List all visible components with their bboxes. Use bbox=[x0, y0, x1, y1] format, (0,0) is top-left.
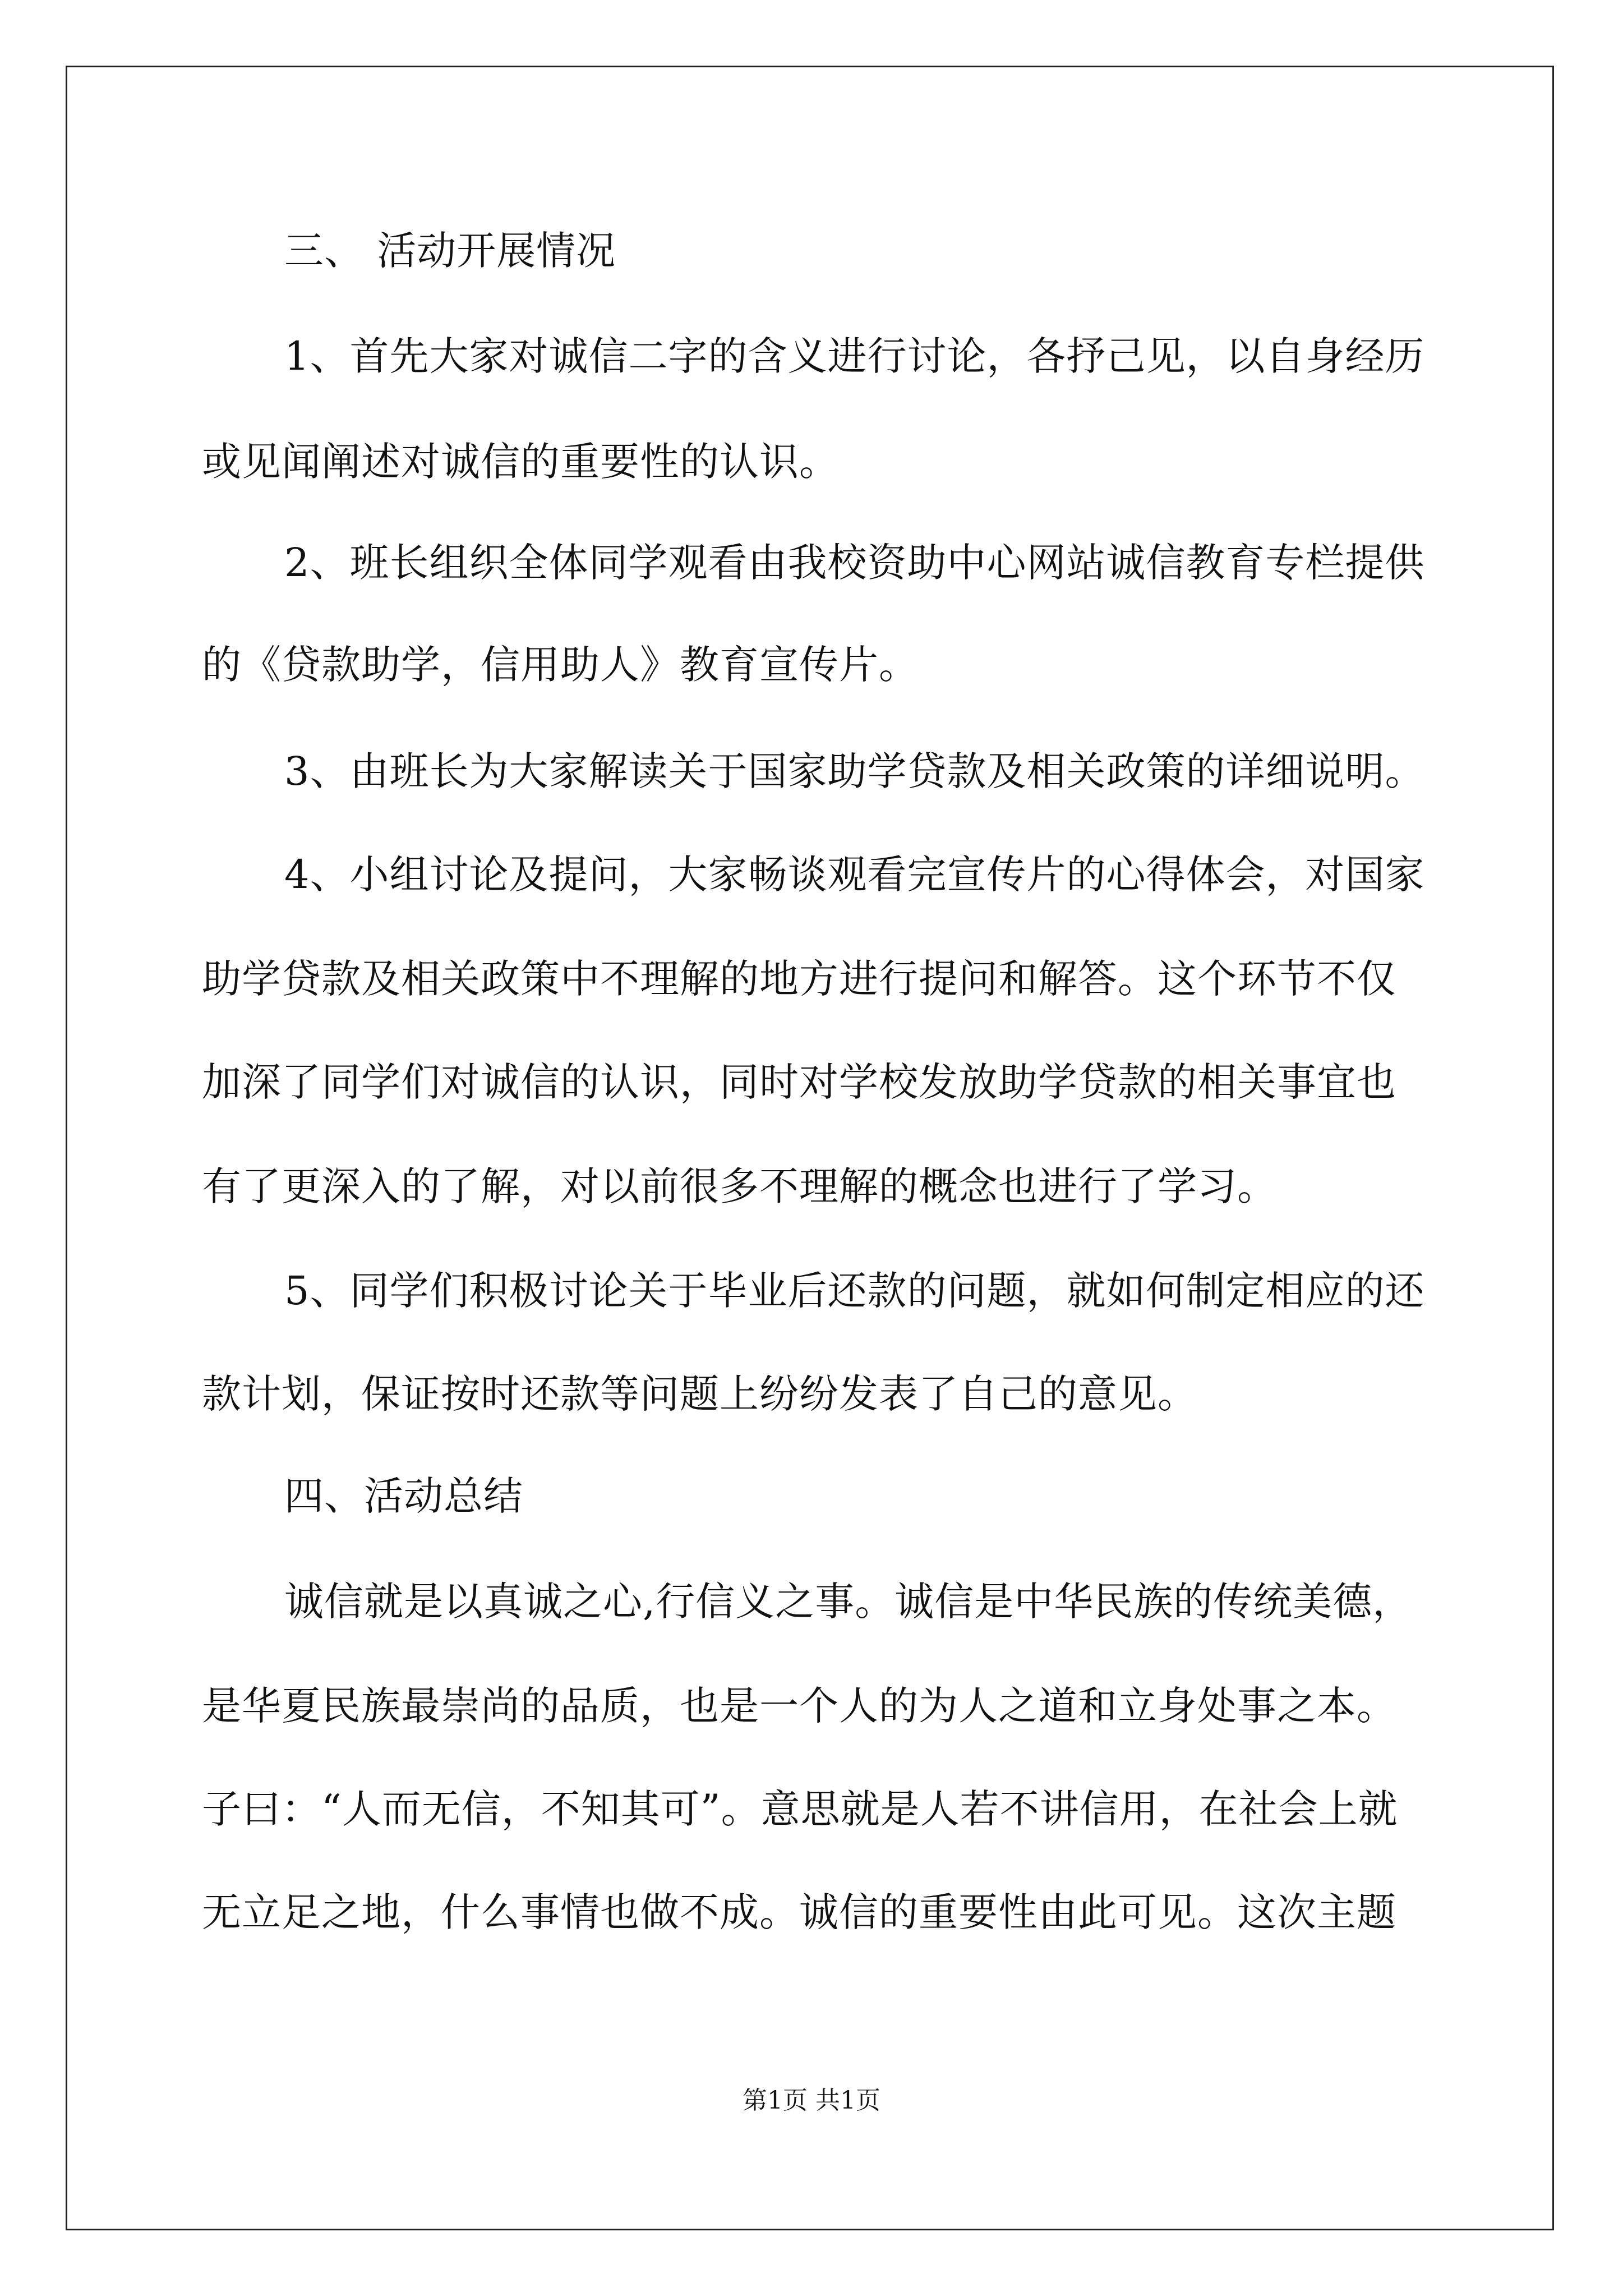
section-heading-activities: 三、 活动开展情况 bbox=[284, 228, 616, 274]
paragraph-line: 2、班长组织全体同学观看由我校资助中心网站诚信教育专栏提供 bbox=[284, 540, 1425, 586]
paragraph-line: 诚信就是以真诚之心,行信义之事。诚信是中华民族的传统美德， bbox=[284, 1579, 1413, 1625]
paragraph-line: 5、同学们积极讨论关于毕业后还款的问题，就如何制定相应的还 bbox=[284, 1268, 1425, 1314]
page-footer: 第1页 共1页 bbox=[743, 2086, 880, 2115]
paragraph-line: 的《贷款助学，信用助人》教育宣传片。 bbox=[202, 642, 919, 688]
section-heading-summary: 四、活动总结 bbox=[284, 1473, 523, 1519]
paragraph-line: 或见闻阐述对诚信的重要性的认识。 bbox=[202, 439, 839, 485]
paragraph-line: 有了更深入的了解，对以前很多不理解的概念也进行了学习。 bbox=[202, 1163, 1277, 1209]
paragraph-line: 1、首先大家对诚信二字的含义进行讨论，各抒己见，以自身经历 bbox=[284, 333, 1425, 379]
paragraph-line: 加深了同学们对诚信的认识，同时对学校发放助学贷款的相关事宜也 bbox=[202, 1059, 1396, 1105]
paragraph-line: 助学贷款及相关政策中不理解的地方进行提问和解答。这个环节不仅 bbox=[202, 956, 1396, 1002]
paragraph-line: 无立足之地，什么事情也做不成。诚信的重要性由此可见。这次主题 bbox=[202, 1889, 1396, 1935]
paragraph-line: 是华夏民族最崇尚的品质，也是一个人的为人之道和立身处事之本。 bbox=[202, 1683, 1396, 1729]
paragraph-line: 子曰：“人而无信，不知其可”。意思就是人若不讲信用，在社会上就 bbox=[202, 1786, 1398, 1832]
paragraph-line: 4、小组讨论及提问，大家畅谈观看完宣传片的心得体会，对国家 bbox=[284, 852, 1425, 898]
paragraph-line: 3、由班长为大家解读关于国家助学贷款及相关政策的详细说明。 bbox=[284, 748, 1425, 794]
paragraph-line: 款计划，保证按时还款等问题上纷纷发表了自己的意见。 bbox=[202, 1371, 1197, 1417]
